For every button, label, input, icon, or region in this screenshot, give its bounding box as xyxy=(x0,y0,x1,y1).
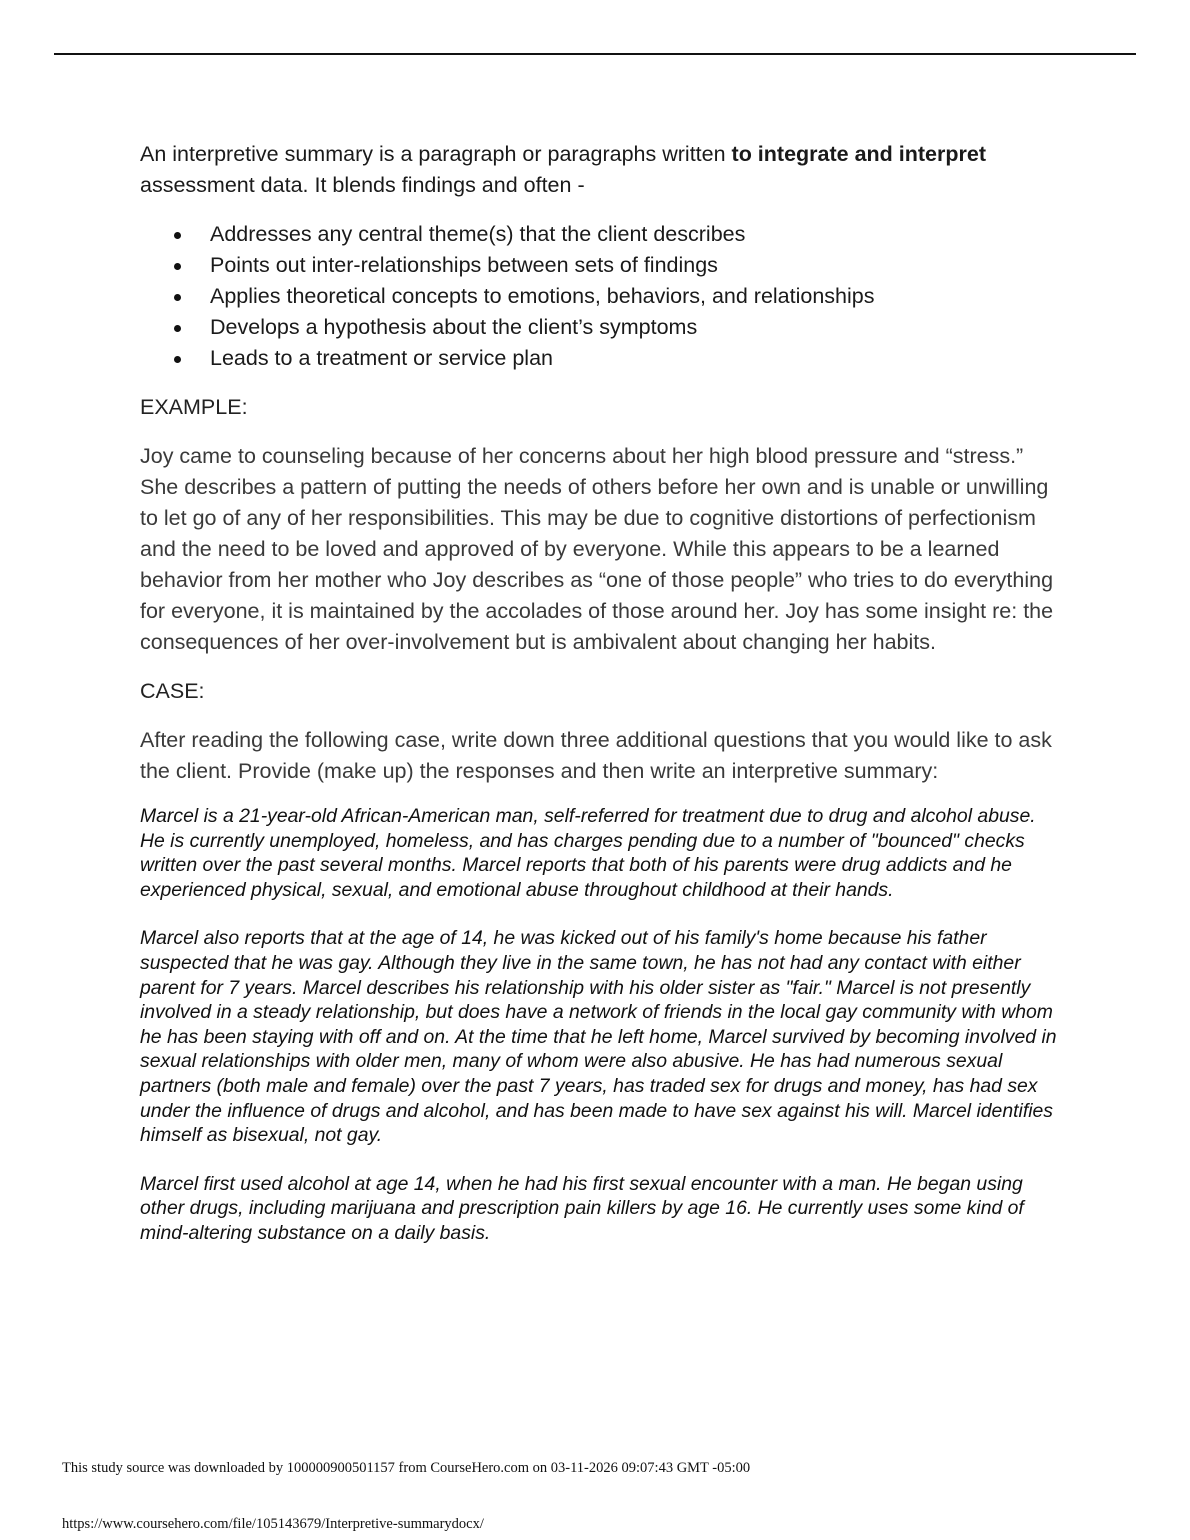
top-horizontal-rule xyxy=(54,53,1136,55)
bullet-text: Develops a hypothesis about the client’s symptoms xyxy=(210,315,698,339)
bullet-list xyxy=(140,219,1060,374)
bullet-dot-icon xyxy=(174,263,181,270)
bullet-text: Points out inter-relationships between sets of findings xyxy=(210,253,718,277)
footer-url-link[interactable]: https://www.coursehero.com/file/105143679/Interpretive-summarydocx/ xyxy=(62,1516,484,1532)
intro-paragraph xyxy=(140,139,1060,201)
intro-text-start: An interpretive summary is a paragraph or paragraphs written xyxy=(140,142,732,166)
bullet-dot-icon xyxy=(174,294,181,301)
case-paragraph-1: Marcel is a 21-year-old African-American man, self-referred for treatment due to drug and alcohol abuse. He is currently unemployed, homeless, and has charges pending due to a number of "bounced" checks written over the past several months. Marcel reports that both of his parents were drug addicts and he experienced physical, sexual, and emotional abuse throughout childhood at their hands. xyxy=(140,805,1036,901)
bullet-text: Applies theoretical concepts to emotions, behaviors, and relationships xyxy=(210,284,875,308)
intro-text-end: assessment data. It blends findings and often - xyxy=(140,173,585,197)
example-paragraph: Joy came to counseling because of her concerns about her high blood pressure and “stress.” She describes a pattern of putting the needs of others before her own and is unable or unwilling to let go of any of her responsibilities. This may be due to cognitive distortions of perfectionism and the need to be loved and approved of by everyone. While this appears to be a learned behavior from her mother who Joy describes as “one of those people” who tries to do everything for everyone, it is maintained by the accolades of those around her. Joy has some insight re: the consequences of her over-involvement but is ambivalent about changing her habits. xyxy=(140,444,1054,654)
bullet-dot-icon xyxy=(174,232,181,239)
bullet-item xyxy=(140,250,1060,281)
case-paragraph-2: Marcel also reports that at the age of 14, he was kicked out of his family's home because his father suspected that he was gay. Although they live in the same town, he has not had any contact with either parent for 7 years. Marcel describes his relationship with his older sister as "fair." Marcel is not presently involved in a steady relationship, but does have a network of friends in the local gay community with whom he has been staying with off and on. At the time that he left home, Marcel survived by becoming involved in sexual relationships with older men, many of whom were also abusive. He has had numerous sexual partners (both male and female) over the past 7 years, has traded sex for drugs and money, has had sex under the influence of drugs and alcohol, and has been made to have sex against his will. Marcel identifies himself as bisexual, not gay. xyxy=(140,927,1057,1147)
case-heading: CASE: xyxy=(140,679,205,703)
case-instructions: After reading the following case, write down three additional questions that you would like to ask the client. Provide (make up) the responses and then write an interpretive summary: xyxy=(140,728,1052,783)
case-paragraph-3: Marcel first used alcohol at age 14, when he had his first sexual encounter with a man. He began using other drugs, including marijuana and prescription pain killers by age 16. He currently uses some kind of mind-altering substance on a daily basis. xyxy=(140,1172,1024,1244)
bullet-text: Addresses any central theme(s) that the client describes xyxy=(210,222,746,246)
bullet-text: Leads to a treatment or service plan xyxy=(210,346,553,370)
bullet-item xyxy=(140,312,1060,343)
bullet-item xyxy=(140,343,1060,374)
bullet-item xyxy=(140,281,1060,312)
bullet-dot-icon xyxy=(174,356,181,363)
bullet-dot-icon xyxy=(174,325,181,332)
bullet-item xyxy=(140,219,1060,250)
example-heading: EXAMPLE: xyxy=(140,395,248,419)
intro-bold-text: to integrate and interpret xyxy=(731,142,986,166)
footer-source-line: This study source was downloaded by 100000900501157 from CourseHero.com on 03-11-2026 09:07:43 GMT -05:00 xyxy=(62,1460,751,1476)
document-body xyxy=(140,139,1060,1270)
